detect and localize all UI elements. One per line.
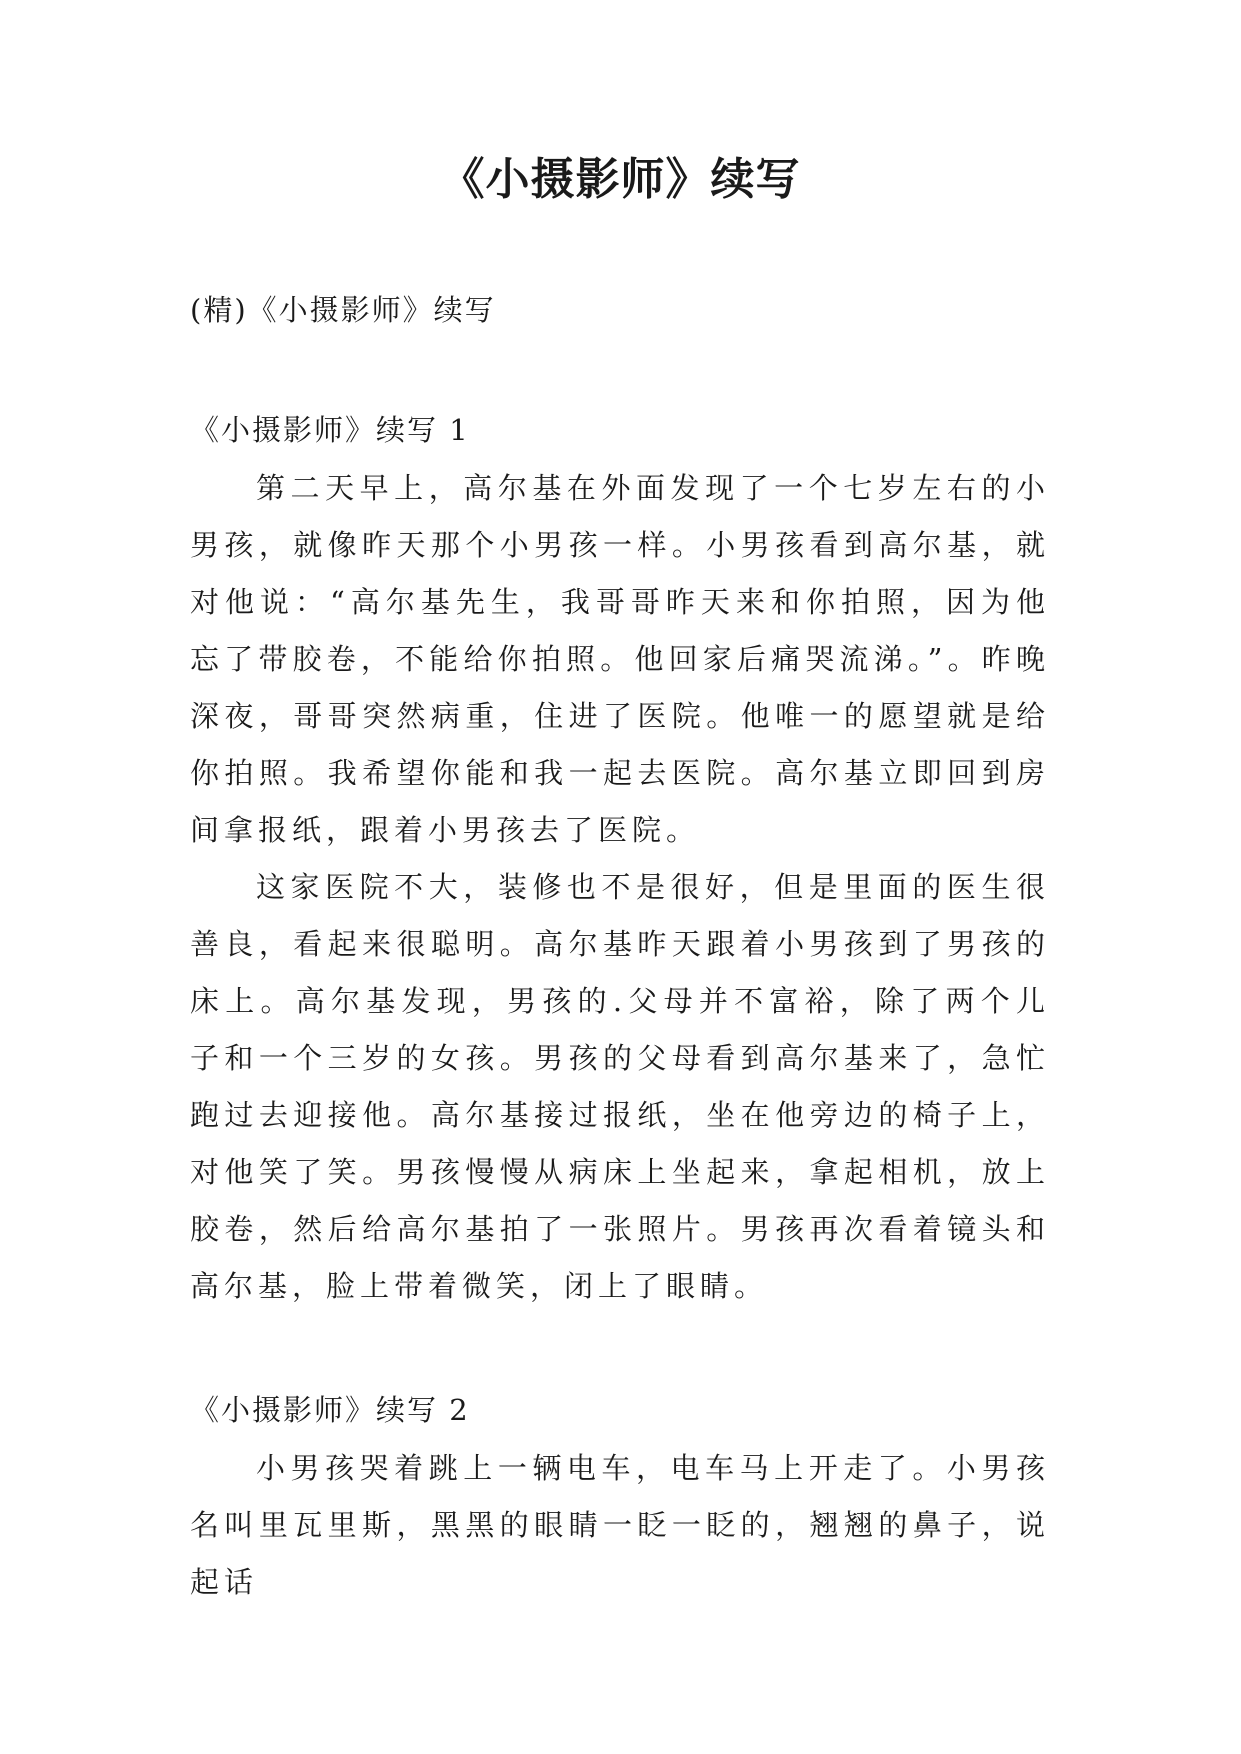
paragraph: 这家医院不大，装修也不是很好，但是里面的医生很善良，看起来很聪明。高尔基昨天跟着小男孩到了男孩的床上。高尔基发现，男孩的.父母并不富裕，除了两个儿子和一个三岁的女孩。男孩的父母看到高尔基来了，急忙跑过去迎接他。高尔基接过报纸，坐在他旁边的椅子上，对他笑了笑。男孩慢慢从病床上坐起来，拿起相机，放上胶卷，然后给高尔基拍了一张照片。男孩再次看着镜头和高尔基，脸上带着微笑，闭上了眼睛。 (190, 870, 1050, 1303)
document-title: 《小摄影师》续写 (440, 154, 801, 205)
section-1 (190, 410, 1050, 1315)
paragraph: 小男孩哭着跳上一辆电车，电车马上开走了。小男孩名叫里瓦里斯，黑黑的眼睛一眨一眨的，翘翘的鼻子，说起话 (190, 1451, 1050, 1599)
section-heading: 《小摄影师》续写 1 (190, 413, 470, 447)
document-subtitle: (精)《小摄影师》续写 (190, 293, 496, 327)
paragraph: 第二天早上，高尔基在外面发现了一个七岁左右的小男孩，就像昨天那个小男孩一样。小男孩看到高尔基，就对他说：“高尔基先生，我哥哥昨天来和你拍照，因为他忘了带胶卷，不能给你拍照。他回家后痛哭流涕。”。昨晚深夜，哥哥突然病重，住进了医院。他唯一的愿望就是给你拍照。我希望你能和我一起去医院。高尔基立即回到房间拿报纸，跟着小男孩去了医院。 (190, 471, 1050, 847)
section-2 (190, 1390, 1050, 1611)
section-heading: 《小摄影师》续写 2 (190, 1393, 470, 1427)
